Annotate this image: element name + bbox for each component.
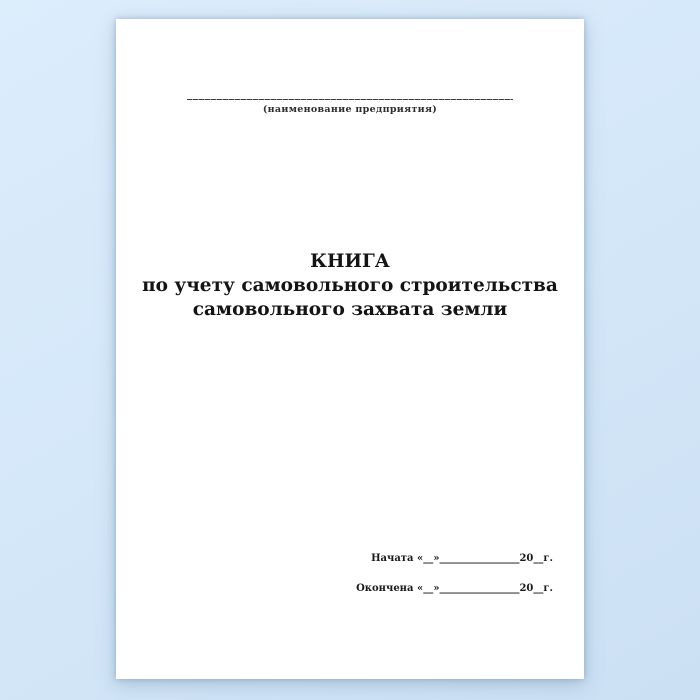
- document-page: [116, 19, 584, 679]
- date-finished-line: Окончена «__»________________20__г.: [356, 583, 553, 594]
- company-name-caption: (наименование предприятия): [262, 104, 438, 115]
- document-title-line-1: КНИГА: [310, 251, 390, 272]
- document-title-line-3: самовольного захвата земли: [192, 299, 508, 320]
- document-title: [116, 250, 584, 322]
- date-started-line: Начата «__»________________20__г.: [371, 553, 553, 564]
- fill-in-dates: [356, 553, 553, 613]
- document-title-line-2: по учету самовольного строительства: [142, 275, 558, 296]
- company-name-blank-line: [187, 99, 513, 100]
